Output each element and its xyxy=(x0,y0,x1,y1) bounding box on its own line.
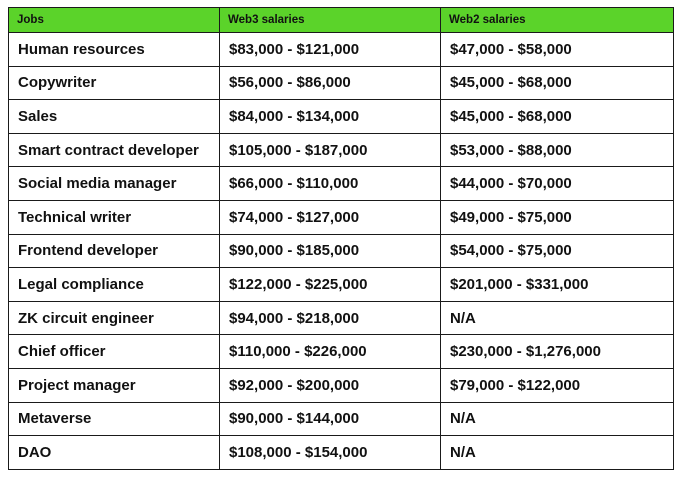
table-row xyxy=(9,167,674,201)
web2-salary-cell: $201,000 - $331,000 xyxy=(441,268,674,302)
web3-salary-cell: $90,000 - $144,000 xyxy=(220,402,441,436)
table-row xyxy=(9,133,674,167)
web2-salary-cell: $230,000 - $1,276,000 xyxy=(441,335,674,369)
job-cell: Legal compliance xyxy=(9,268,220,302)
web3-salary-cell: $122,000 - $225,000 xyxy=(220,268,441,302)
job-cell: Sales xyxy=(9,100,220,134)
salary-comparison-table xyxy=(8,7,674,470)
job-cell: DAO xyxy=(9,436,220,470)
header-jobs: Jobs xyxy=(9,8,220,33)
table-row xyxy=(9,368,674,402)
web2-salary-cell: $53,000 - $88,000 xyxy=(441,133,674,167)
web3-salary-cell: $74,000 - $127,000 xyxy=(220,200,441,234)
web3-salary-cell: $84,000 - $134,000 xyxy=(220,100,441,134)
table-header xyxy=(9,8,674,33)
web3-salary-cell: $83,000 - $121,000 xyxy=(220,33,441,67)
web2-salary-cell: $45,000 - $68,000 xyxy=(441,100,674,134)
web3-salary-cell: $108,000 - $154,000 xyxy=(220,436,441,470)
job-cell: ZK circuit engineer xyxy=(9,301,220,335)
table-row xyxy=(9,402,674,436)
table-row xyxy=(9,436,674,470)
table-row xyxy=(9,200,674,234)
web3-salary-cell: $110,000 - $226,000 xyxy=(220,335,441,369)
job-cell: Technical writer xyxy=(9,200,220,234)
job-cell: Chief officer xyxy=(9,335,220,369)
web3-salary-cell: $66,000 - $110,000 xyxy=(220,167,441,201)
job-cell: Social media manager xyxy=(9,167,220,201)
web3-salary-cell: $92,000 - $200,000 xyxy=(220,368,441,402)
job-cell: Human resources xyxy=(9,33,220,67)
table-row xyxy=(9,335,674,369)
header-web2-salaries: Web2 salaries xyxy=(441,8,674,33)
job-cell: Frontend developer xyxy=(9,234,220,268)
table-row xyxy=(9,234,674,268)
web3-salary-cell: $94,000 - $218,000 xyxy=(220,301,441,335)
web2-salary-cell: $44,000 - $70,000 xyxy=(441,167,674,201)
web3-salary-cell: $105,000 - $187,000 xyxy=(220,133,441,167)
web2-salary-cell: N/A xyxy=(441,402,674,436)
web2-salary-cell: $54,000 - $75,000 xyxy=(441,234,674,268)
header-row xyxy=(9,8,674,33)
table-row xyxy=(9,66,674,100)
job-cell: Metaverse xyxy=(9,402,220,436)
web2-salary-cell: N/A xyxy=(441,301,674,335)
web2-salary-cell: $45,000 - $68,000 xyxy=(441,66,674,100)
web2-salary-cell: N/A xyxy=(441,436,674,470)
job-cell: Copywriter xyxy=(9,66,220,100)
web2-salary-cell: $49,000 - $75,000 xyxy=(441,200,674,234)
web2-salary-cell: $79,000 - $122,000 xyxy=(441,368,674,402)
table-row xyxy=(9,100,674,134)
job-cell: Smart contract developer xyxy=(9,133,220,167)
table-body xyxy=(9,33,674,470)
table-row xyxy=(9,301,674,335)
web3-salary-cell: $90,000 - $185,000 xyxy=(220,234,441,268)
header-web3-salaries: Web3 salaries xyxy=(220,8,441,33)
web3-salary-cell: $56,000 - $86,000 xyxy=(220,66,441,100)
table-row xyxy=(9,33,674,67)
job-cell: Project manager xyxy=(9,368,220,402)
web2-salary-cell: $47,000 - $58,000 xyxy=(441,33,674,67)
table-row xyxy=(9,268,674,302)
